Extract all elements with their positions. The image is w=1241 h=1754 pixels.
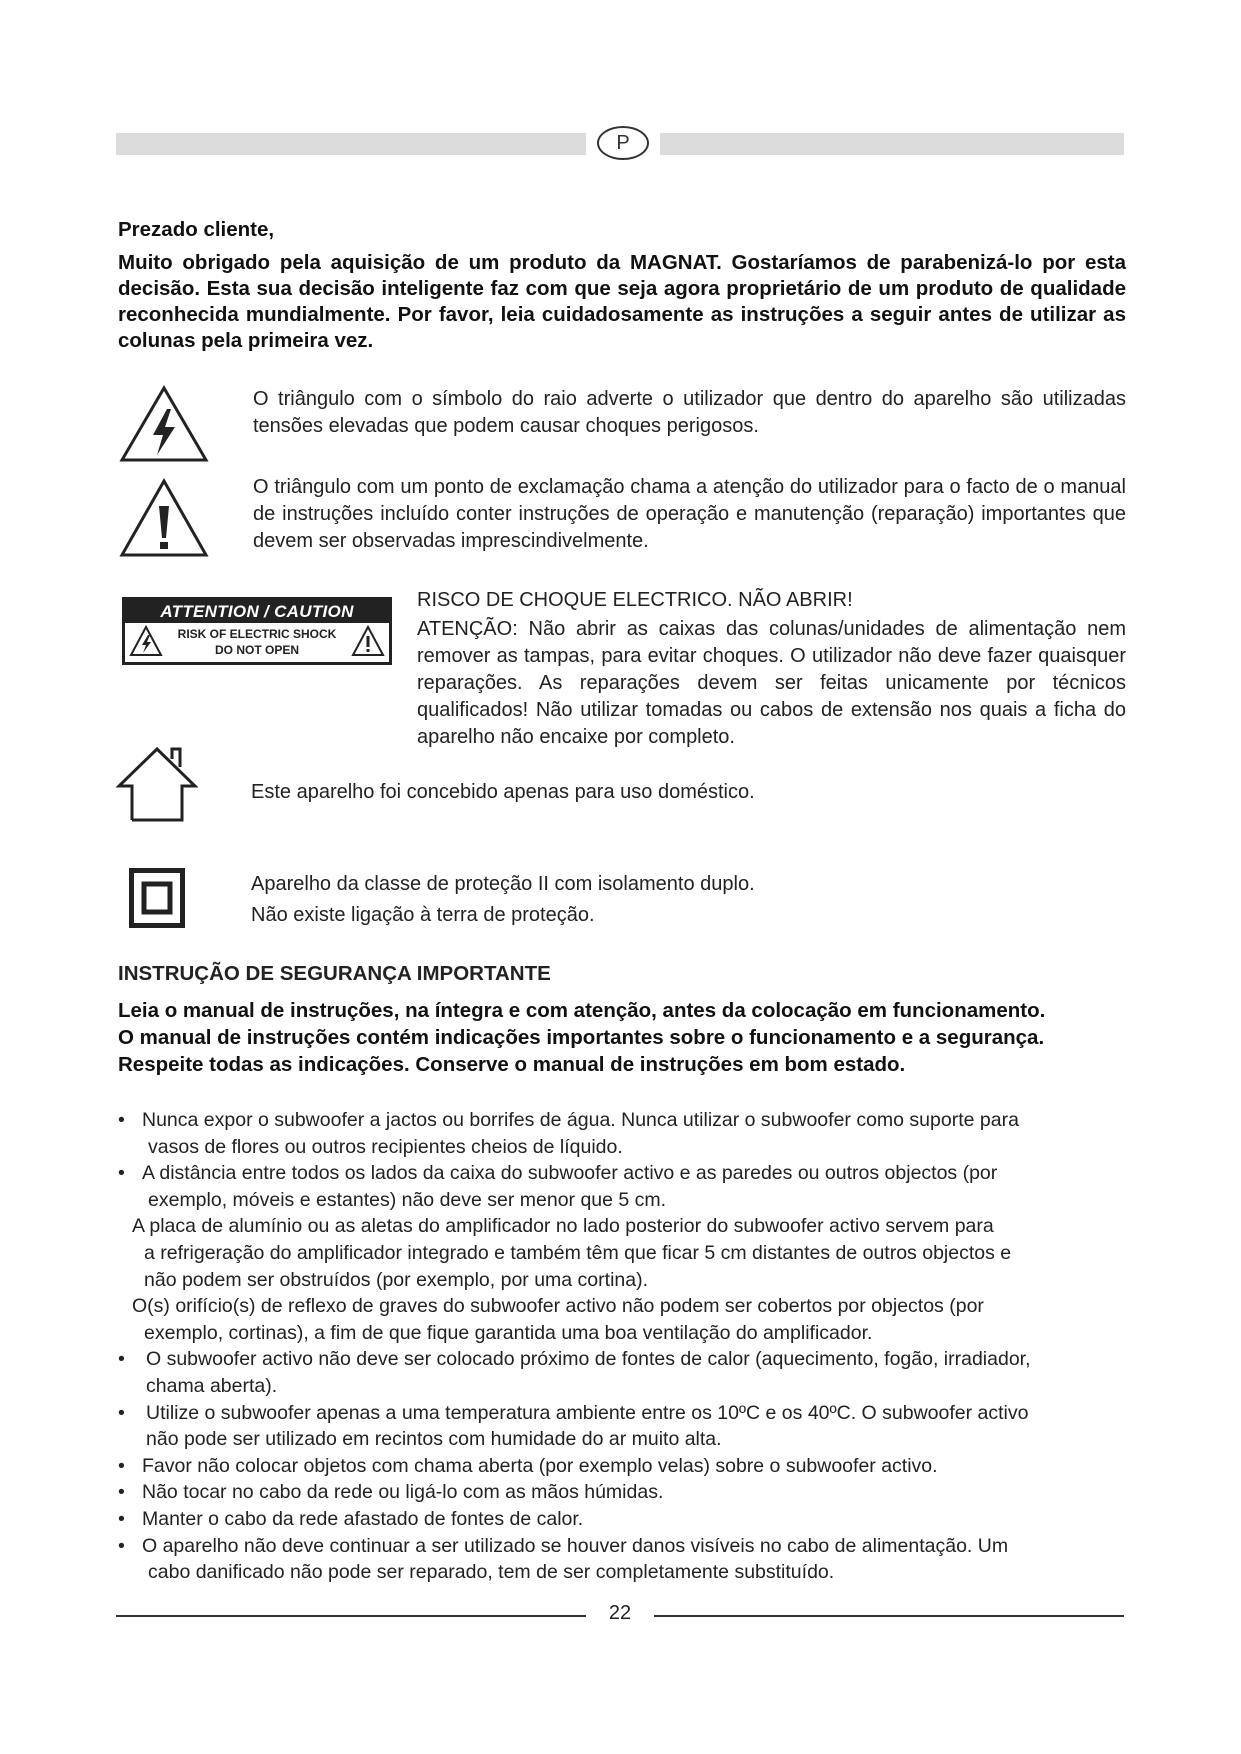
shock-warning: [417, 587, 1126, 751]
caution-label-line1: RISK OF ELECTRIC SHOCK: [177, 627, 337, 641]
caution-label: [122, 597, 392, 665]
list-item: • Nunca expor o subwoofer a jactos ou borrifes de água. Nunca utilizar o subwoofer como suporte para vasos de flores ou outros recipientes cheios de líquido.: [118, 1109, 1019, 1158]
class-ii-insulation-icon: [129, 868, 185, 928]
caution-exclamation-icon: [351, 625, 385, 657]
page-number: 22: [608, 1602, 632, 1624]
greeting: Prezado cliente,: [118, 218, 275, 241]
list-item: A placa de alumínio ou as aletas do amplificador no lado posterior do subwoofer activo servem para a refrigeração do amplificador integrado e também têm que ficar 5 cm distantes de outros objectos e não podem ser obstruídos (por exemplo, por uma cortina).: [132, 1215, 1012, 1291]
list-item: • Manter o cabo da rede afastado de fontes de calor.: [118, 1507, 584, 1530]
lightning-warning-icon: [119, 385, 209, 463]
shock-title: RISCO DE CHOQUE ELECTRICO. NÃO ABRIR!: [417, 589, 853, 611]
safety-list: [118, 1107, 1130, 1586]
class-ii-description: Aparelho da classe de proteção II com isolamento duplo. Não existe ligação à terra de proteção.: [251, 873, 755, 926]
footer-rule-right: [654, 1615, 1124, 1617]
intro-section: [118, 217, 1126, 354]
safety-line-1: Leia o manual de instruções, na íntegra e com atenção, antes da colocação em funcionamento.: [118, 999, 1046, 1022]
safety-heading: INSTRUÇÃO DE SEGURANÇA IMPORTANTE: [118, 962, 551, 985]
lightning-description: O triângulo com o símbolo do raio adverte o utilizador que dentro do aparelho são utilizadas tensões elevadas que podem causar choques perigosos.: [253, 388, 1126, 437]
shock-body: ATENÇÃO: Não abrir as caixas das colunas/unidades de alimentação nem remover as tampas, para evitar choques. O utilizador não deve fazer quaisquer reparações. As reparações devem ser feitas unicamente por técnicos qualificados! Não utilizar tomadas ou cabos de extensão nos quais a ficha do aparelho não encaixe por completo.: [417, 618, 1126, 748]
list-item: O(s) orifício(s) de reflexo de graves do subwoofer activo não podem ser cobertos por objectos (por exemplo, cortinas), a fim de que fique garantida uma boa ventilação do amplificador.: [132, 1295, 984, 1344]
header-band-left: [116, 133, 586, 155]
list-item: • Utilize o subwoofer apenas a uma temperatura ambiente entre os 10ºC e os 40ºC. O subwoofer activo não pode ser utilizado em recintos com humidade do ar muito alta.: [118, 1401, 1029, 1451]
footer-rule-left: [116, 1615, 586, 1617]
list-item: • Não tocar no cabo da rede ou ligá-lo com as mãos húmidas.: [118, 1481, 664, 1504]
caution-label-header: ATTENTION / CAUTION: [125, 600, 389, 623]
safety-line-3: Respeite todas as indicações. Conserve o manual de instruções em bom estado.: [118, 1053, 906, 1076]
house-description: Este aparelho foi concebido apenas para uso doméstico.: [251, 781, 755, 803]
safety-line-2: O manual de instruções contém indicações importantes sobre o funcionamento e a segurança.: [118, 1026, 1045, 1049]
list-item: • O aparelho não deve continuar a ser utilizado se houver danos visíveis no cabo de alimentação. Um cabo danificado não pode ser reparado, tem de ser completamente substituído.: [118, 1534, 1009, 1584]
list-item: • Favor não colocar objetos com chama aberta (por exemplo velas) sobre o subwoofer activo.: [118, 1454, 938, 1477]
list-item: • O subwoofer activo não deve ser colocado próximo de fontes de calor (aquecimento, fogão, irradiador, chama aberta).: [118, 1348, 1031, 1397]
safety-instructions: [118, 997, 1128, 1078]
list-item: • A distância entre todos os lados da caixa do subwoofer activo e as paredes ou outros objectos (por exemplo, móveis e estantes) não deve ser menor que 5 cm.: [118, 1162, 998, 1211]
house-icon: [116, 746, 198, 822]
caution-label-line2: DO NOT OPEN: [214, 643, 299, 657]
language-badge: P: [597, 126, 649, 160]
exclamation-warning-icon: [119, 478, 209, 558]
exclamation-description: O triângulo com um ponto de exclamação chama a atenção do utilizador para o facto de o manual de instruções incluído conter instruções de operação e manutenção (reparação) importantes que devem ser observadas imprescindivelmente.: [253, 476, 1126, 552]
intro-body: Muito obrigado pela aquisição de um produto da MAGNAT. Gostaríamos de parabenizá-lo por esta decisão. Esta sua decisão inteligente faz com que seja agora proprietário de um produto de qualidade reconhecida mundialmente. Por favor, leia cuidadosamente as instruções a seguir antes de utilizar as colunas pela primeira vez.: [118, 251, 1126, 352]
header-band-right: [660, 133, 1124, 155]
